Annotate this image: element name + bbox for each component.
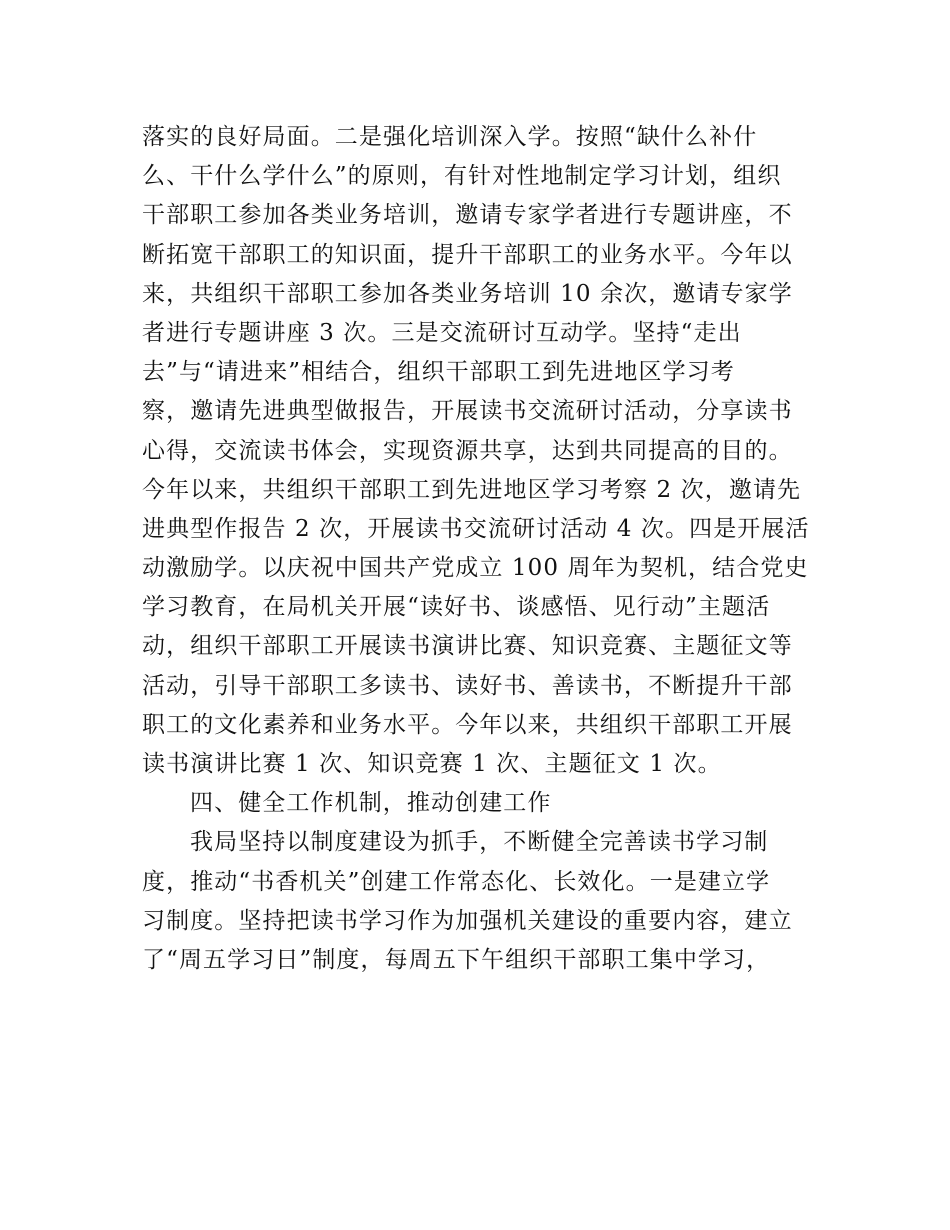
- paragraph-line: 落实的良好局面。二是强化培训深入学。按照“缺什么补什: [142, 124, 758, 150]
- paragraph-line: 察，邀请先进典型做报告，开展读书交流研讨活动，分享读书: [142, 398, 793, 425]
- paragraph-line: 了“周五学习日”制度，每周五下午组织干部职工集中学习，: [142, 946, 771, 973]
- paragraph-line: 习制度。坚持把读书学习作为加强机关建设的重要内容，建立: [142, 907, 793, 934]
- paragraph-line: 心得，交流读书体会，实现资源共享，达到共同提高的目的。: [142, 437, 793, 464]
- paragraph-line: 度，推动“书香机关”创建工作常态化、长效化。一是建立学: [142, 868, 771, 895]
- paragraph-line: 来，共组织干部职工参加各类业务培训 10 余次，邀请专家学: [142, 280, 793, 307]
- paragraph-line: 职工的文化素养和业务水平。今年以来，共组织干部职工开展: [142, 711, 793, 738]
- paragraph-line: 今年以来，共组织干部职工到先进地区学习考察 2 次，邀请先: [142, 476, 802, 503]
- paragraph-line: 么、干什么学什么”的原则，有针对性地制定学习计划，组织: [142, 163, 782, 190]
- paragraph-line: 学习教育，在局机关开展“读好书、谈感悟、见行动”主题活: [142, 594, 771, 621]
- body-text: [142, 118, 822, 980]
- paragraph-line: 动，组织干部职工开展读书演讲比赛、知识竞赛、主题征文等: [142, 633, 793, 660]
- paragraph-line: 者进行专题讲座 3 次。三是交流研讨互动学。坚持“走出: [142, 319, 742, 346]
- paragraph-line: 读书演讲比赛 1 次、知识竞赛 1 次、主题征文 1 次。: [142, 751, 722, 777]
- paragraph-line: 进典型作报告 2 次，开展读书交流研讨活动 4 次。四是开展活: [142, 515, 810, 542]
- paragraph-line: 干部职工参加各类业务培训，邀请专家学者进行专题讲座，不: [142, 202, 793, 229]
- paragraph-line: 去”与“请进来”相结合，组织干部职工到先进地区学习考: [142, 359, 735, 386]
- paragraph-line: 活动，引导干部职工多读书、读好书、善读书，不断提升干部: [142, 672, 793, 699]
- paragraph-line: 我局坚持以制度建设为抓手，不断健全完善读书学习制: [190, 829, 769, 856]
- paragraph-line: 断拓宽干部职工的知识面，提升干部职工的业务水平。今年以: [142, 241, 793, 268]
- paragraph-line: 动激励学。以庆祝中国共产党成立 100 周年为契机，结合党史: [142, 555, 809, 582]
- section-heading: 四、健全工作机制，推动创建工作: [190, 790, 552, 817]
